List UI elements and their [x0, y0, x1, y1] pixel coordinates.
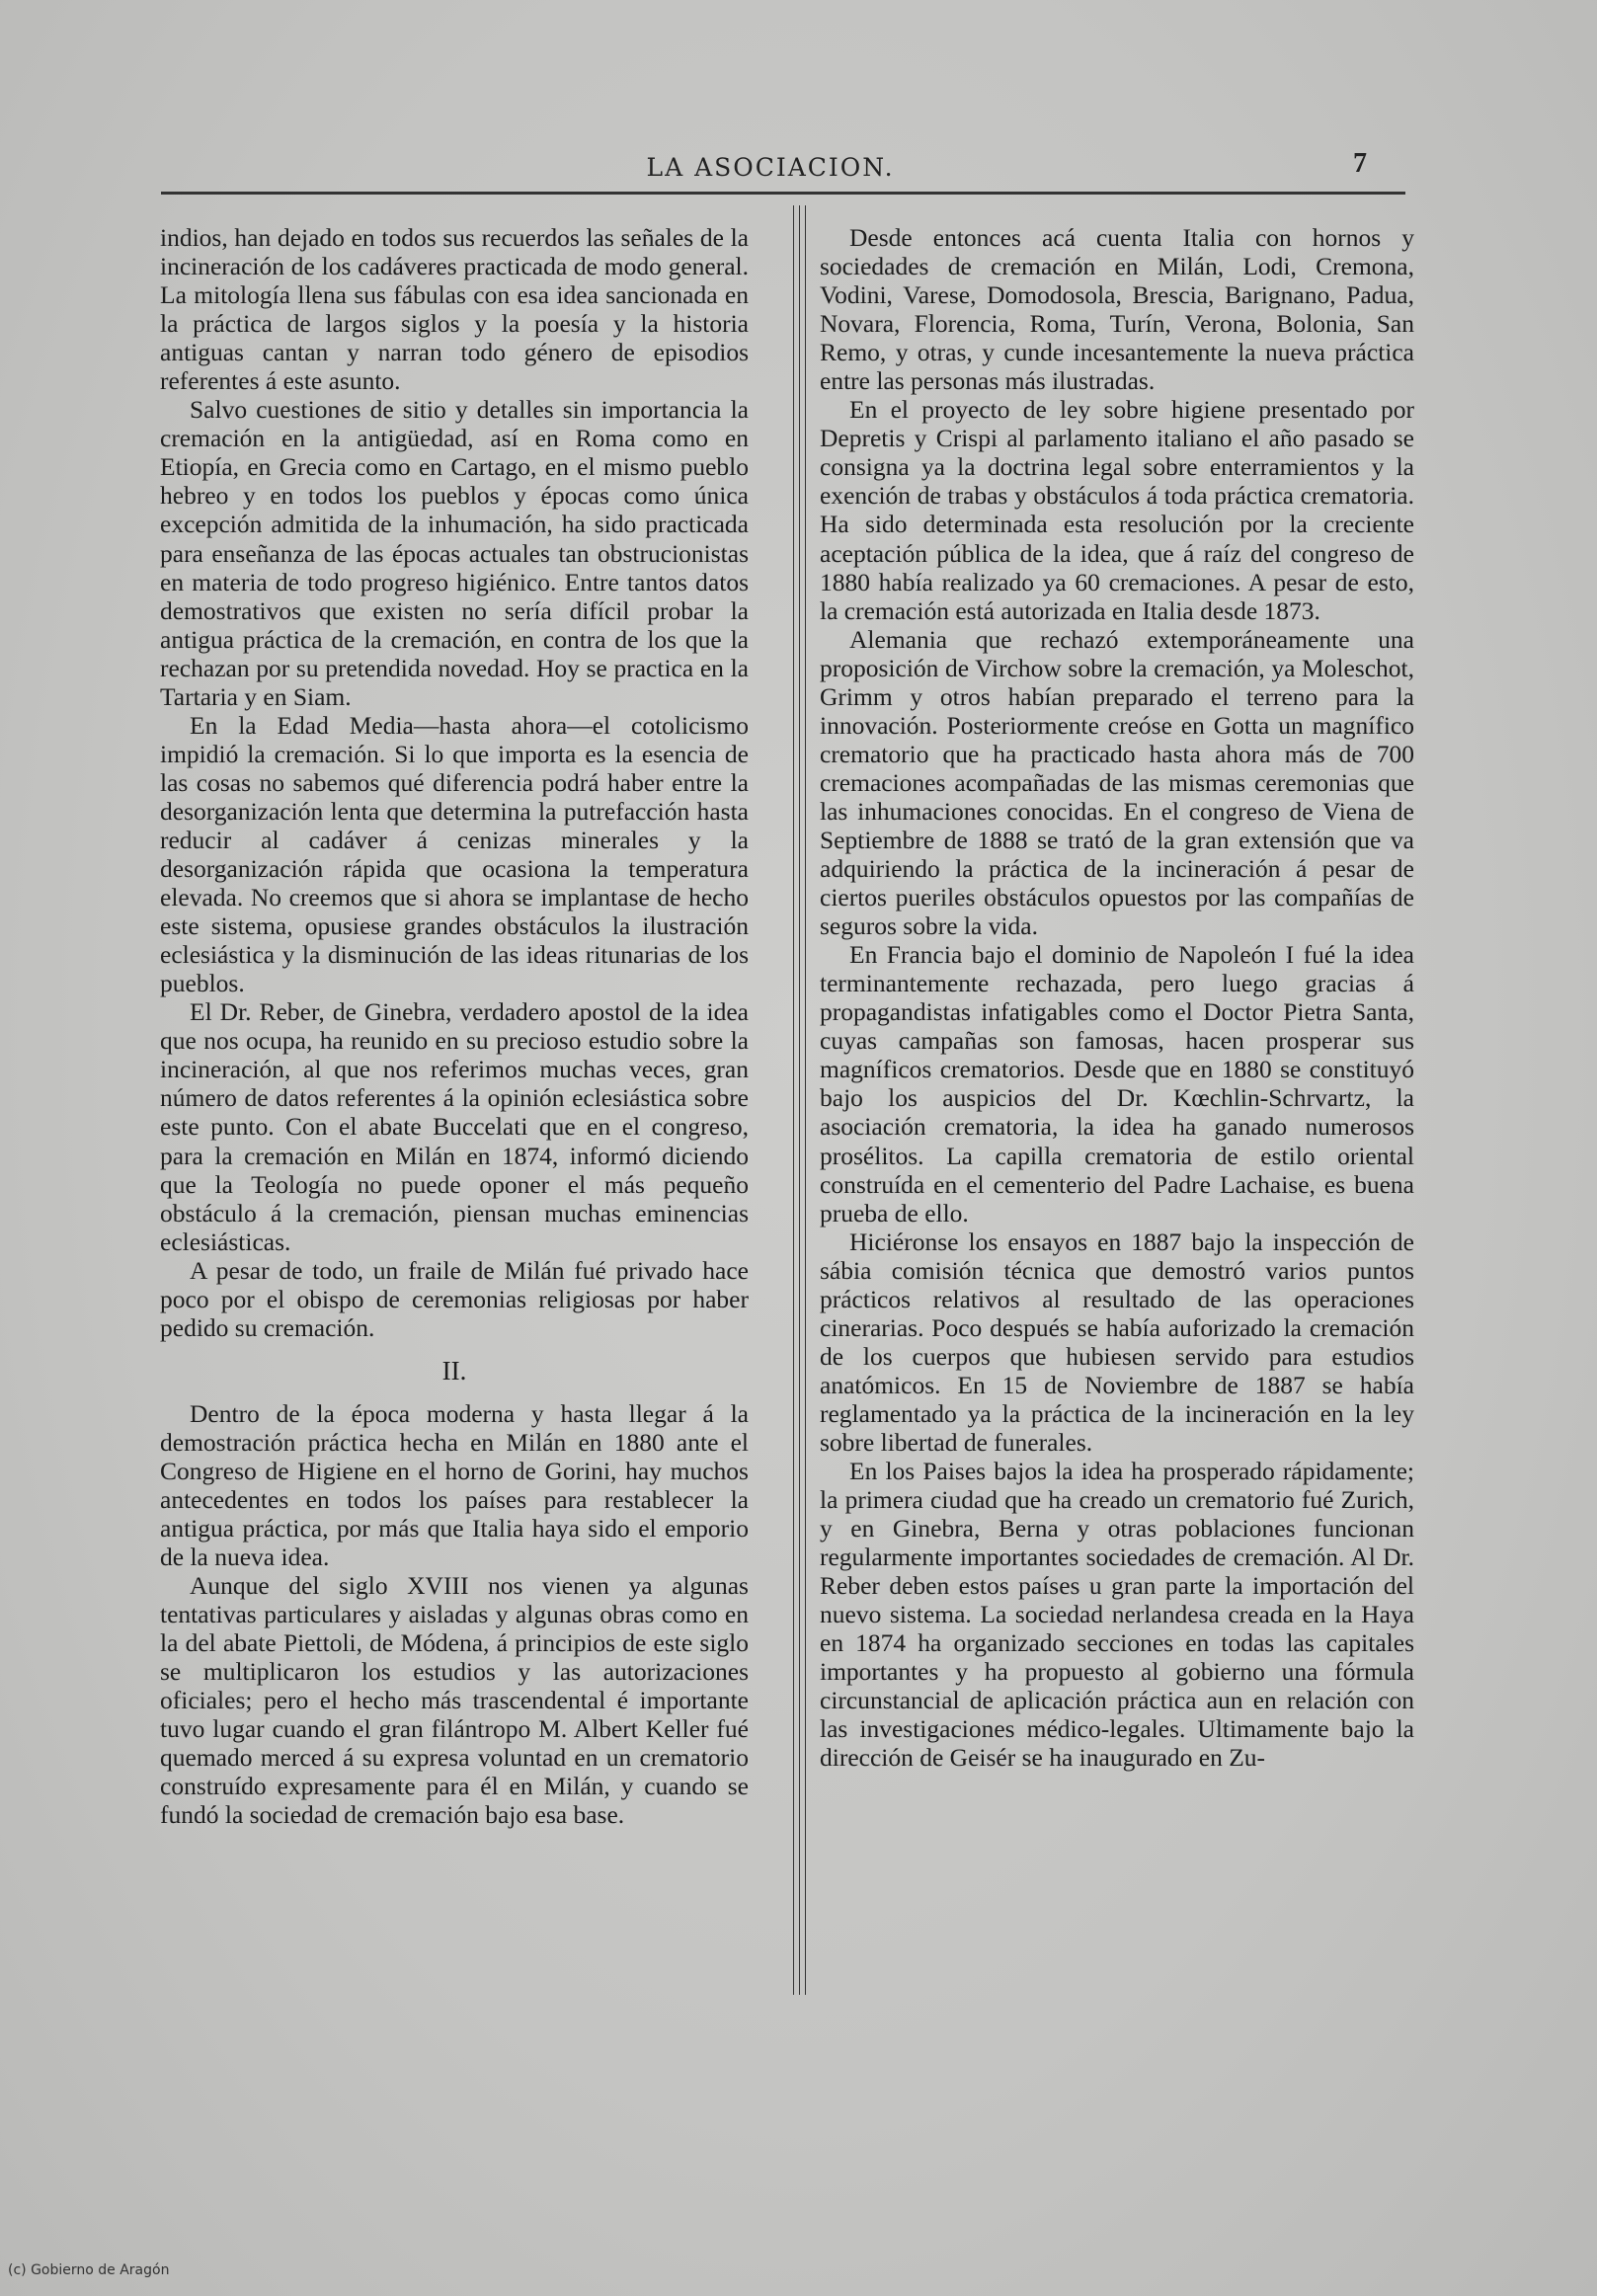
paragraph: A pesar de todo, un fraile de Milán fué privado hace poco por el obispo de ceremonias religiosas por haber pedido su cremación.	[160, 1255, 749, 1342]
paragraph: Hiciéronse los ensayos en 1887 bajo la inspección de sábia comisión técnica que demostró varios puntos prácticos relativos al resultado de las operaciones cinerarias. Poco después se había auforizado la cremación de los cuerpos que hubiesen servido para estudios anatómicos. En 15 de Noviembre de 1887 se había reglamentado ya la práctica de la incineración en la ley sobre libertad de funerales.	[820, 1227, 1414, 1457]
paragraph: En el proyecto de ley sobre higiene presentado por Depretis y Crispi al parlamento italiano el año pasado se consigna ya la doctrina legal sobre enterramientos y la exención de trabas y obstáculos á toda práctica crematoria. Ha sido determinada esta resolución por la creciente aceptación pública de la idea, que á raíz del congreso de 1880 había realizado ya 60 cremaciones. A pesar de esto, la cremación está autorizada en Italia desde 1873.	[820, 395, 1414, 625]
column-divider-right	[799, 205, 806, 1995]
copyright-notice: (c) Gobierno de Aragón	[8, 2262, 170, 2278]
paragraph: El Dr. Reber, de Ginebra, verdadero apostol de la idea que nos ocupa, ha reunido en su precioso estudio sobre la incineración, al que nos referimos muchas veces, gran número de datos referentes á la opinión eclesiástica sobre este punto. Con el abate Buccelati que en el congreso, para la cremación en Milán en 1874, informó diciendo que la Teología no puede oponer el más pequeño obstáculo á la cremación, piensan muchas eminencias eclesiásticas.	[160, 997, 749, 1256]
paragraph: indios, han dejado en todos sus recuerdos las señales de la incineración de los cadáveres practicada de modo general. La mitología llena sus fábulas con esa idea sancionada en la práctica de largos siglos y la poesía y la historia antiguas cantan y narran todo género de episodios referentes á este asunto.	[160, 223, 749, 396]
paragraph: En los Paises bajos la idea ha prosperado rápidamente; la primera ciudad que ha creado un crematorio fué Zurich, y en Ginebra, Berna y otras poblaciones funcionan regularmente importantes sociedades de cremación. Al Dr. Reber deben estos países u gran parte la importación del nuevo sistema. La sociedad nerlandesa creada en la Haya en 1874 ha organizado secciones en todas las capitales importantes y ha propuesto al gobierno una fórmula circunstancial de aplicación práctica aun en relación con las investigaciones médico-legales. Ultimamente bajo la dirección de Geisér se ha inaugurado en Zu-	[820, 1457, 1414, 1773]
right-column	[820, 223, 1414, 1773]
paragraph: Desde entonces acá cuenta Italia con hornos y sociedades de cremación en Milán, Lodi, Cremona, Vodini, Varese, Domodosola, Brescia, Barignano, Padua, Novara, Florencia, Roma, Turín, Verona, Bolonia, San Remo, y otras, y cunde incesantemente la nueva práctica entre las personas más ilustradas.	[820, 223, 1414, 396]
paragraph: Alemania que rechazó extemporáneamente una proposición de Virchow sobre la cremación, ya Moleschot, Grimm y otros habían preparado el terreno para la innovación. Posteriormente creóse en Gotta un magnífico crematorio que ha practicado hasta ahora más de 700 cremaciones acompañadas de las mismas ceremonias que las inhumaciones conocidas. En el congreso de Viena de Septiembre de 1888 se trató de la gran extensión que va adquiriendo la práctica de la incineración á pesar de ciertos pueriles obstáculos opuestos por las compañías de seguros sobre la vida.	[820, 624, 1414, 941]
page-number: 7	[1353, 148, 1367, 179]
header-rule	[161, 192, 1405, 195]
paragraph: Salvo cuestiones de sitio y detalles sin importancia la cremación en la antigüedad, así en Roma como en Etiopía, en Grecia como en Cartago, en el mismo pueblo hebreo y en todos los pueblos y épocas como única excepción admitida de la inhumación, ha sido practicada para enseñanza de las épocas actuales tan obstrucionistas en materia de todo progreso higiénico. Entre tantos datos demostrativos que existen no sería difícil probar la antigua práctica de la cremación, en contra de los que la rechazan por su pretendida novedad. Hoy se practica en la Tartaria y en Siam.	[160, 395, 749, 711]
running-header-title: LA ASOCIACION.	[646, 153, 895, 182]
section-heading: II.	[441, 1355, 467, 1386]
paragraph: En la Edad Media—hasta ahora—el cotolicismo impidió la cremación. Si lo que importa es la esencia de las cosas no sabemos qué diferencia podrá haber entre la desorganización lenta que determina la putrefacción hasta reducir al cadáver á cenizas minerales y la desorganización rápida que ocasiona la temperatura elevada. No creemos que si ahora se implantase de hecho este sistema, opusiese grandes obstáculos la ilustración eclesiástica y la disminución de las ideas ritunarias de los pueblos.	[160, 710, 749, 998]
paragraph: Dentro de la época moderna y hasta llegar á la demostración práctica hecha en Milán en 1880 ante el Congreso de Higiene en el horno de Gorini, hay muchos antecedentes en todos los países para restablecer la antigua práctica, por más que Italia haya sido el emporio de la nueva idea.	[160, 1398, 749, 1572]
paragraph: En Francia bajo el dominio de Napoleón I fué la idea terminantemente rechazada, pero luego gracias á propagandistas infatigables como el Doctor Pietra Santa, cuyas campañas son famosas, hacen prosperar sus magníficos crematorios. Desde que en 1880 se constituyó bajo los auspicios del Dr. Kœchlin-Schrvartz, la asociación crematoria, la idea ha ganado numerosos prosélitos. La capilla crematoria de estilo oriental construída en el cementerio del Padre Lachaise, es buena prueba de ello.	[820, 940, 1414, 1227]
paragraph: Aunque del siglo XVIII nos vienen ya algunas tentativas particulares y aisladas y algunas obras como en la del abate Piettoli, de Módena, á principios de este siglo se multiplicaron los estudios y las autorizaciones oficiales; pero el hecho más trascendental é importante tuvo lugar cuando el gran filántropo M. Albert Keller fué quemado merced á su expresa voluntad en un crematorio construído expresamente para él en Milán, y cuando se fundó la sociedad de cremación bajo esa base.	[160, 1571, 749, 1830]
left-column	[160, 223, 749, 1830]
